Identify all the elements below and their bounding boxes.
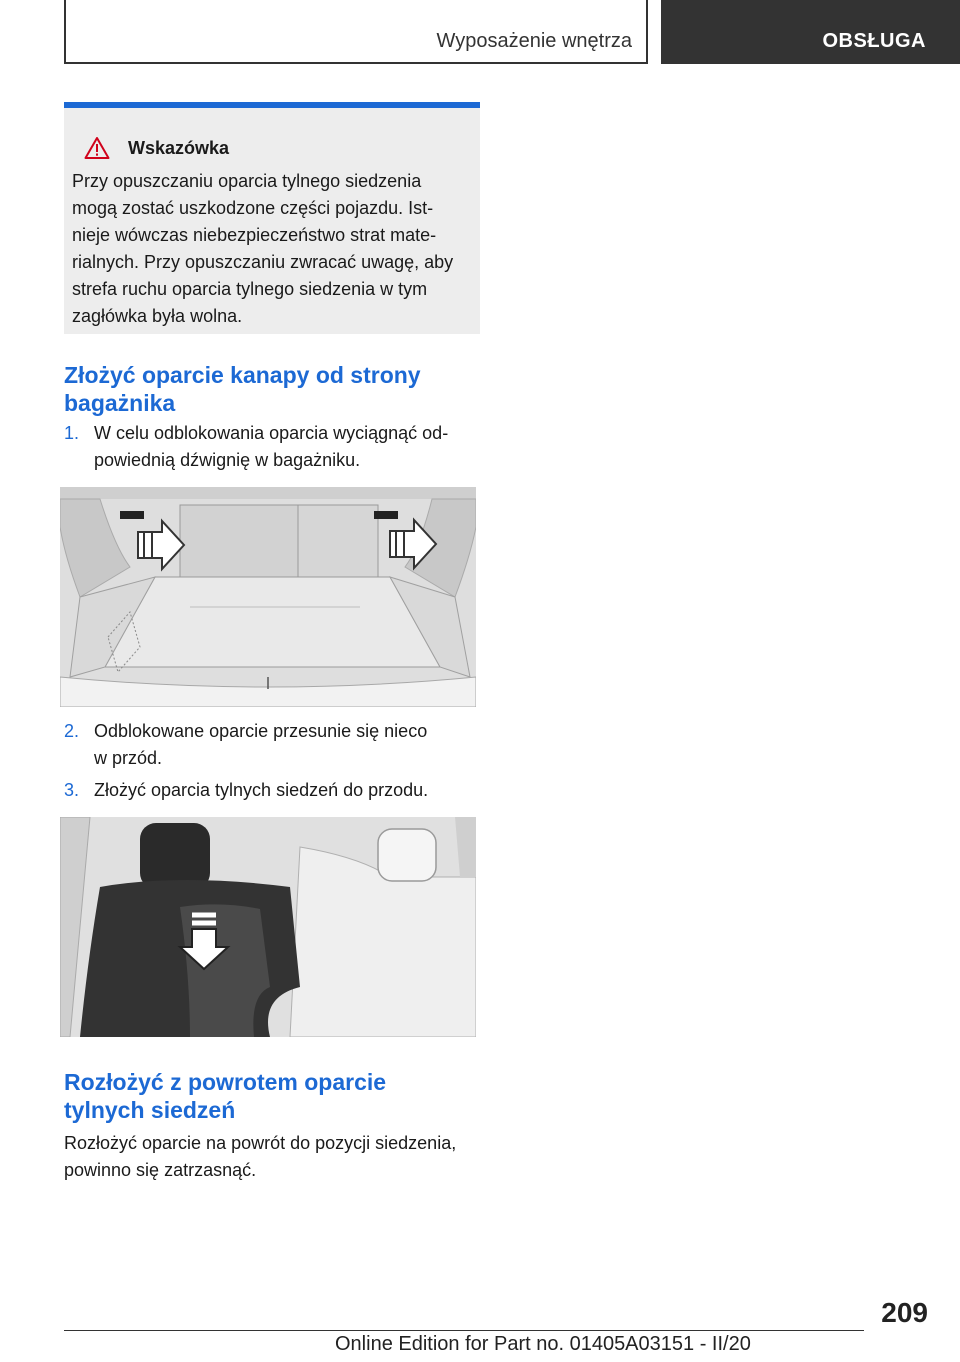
warning-line: nieje wówczas niebezpieczeństwo strat mate‐: [72, 225, 437, 245]
chapter-title: OBSŁUGA: [822, 30, 926, 52]
warning-line: Przy opuszczaniu oparcia tylnego siedzenia: [72, 171, 422, 191]
paragraph-line: Rozłożyć oparcie na powrót do pozycji siedzenia,: [64, 1133, 457, 1153]
trunk-illustration: [60, 487, 476, 707]
warning-box: [64, 102, 480, 334]
list-item-step-1: [64, 420, 480, 474]
warning-text: [72, 168, 472, 330]
unfold-instructions-paragraph: [64, 1130, 480, 1184]
footer-edition: Online Edition for Part no. 01405A03151 - II/20: [335, 1333, 751, 1355]
warning-triangle-icon: [84, 136, 110, 160]
step-text: [94, 718, 484, 772]
step-line: w przód.: [94, 748, 163, 768]
footer-divider: [64, 1330, 864, 1331]
paragraph-line: powinno się zatrzasnąć.: [64, 1160, 257, 1180]
step-number: 3.: [64, 780, 80, 800]
heading-line: Złożyć oparcie kanapy od strony: [64, 362, 421, 388]
warning-line: mogą zostać uszkodzone części pojazdu. Ist‐: [72, 198, 434, 218]
warning-title: Wskazówka: [128, 137, 230, 158]
step-text: [94, 420, 484, 474]
step-number: 1.: [64, 423, 80, 443]
heading-line: bagażnika: [64, 390, 176, 416]
heading-line: tylnych siedzeń: [64, 1097, 236, 1123]
step-line: Złożyć oparcia tylnych siedzeń do przodu.: [94, 780, 429, 800]
warning-line: strefa ruchu oparcia tylnego siedzenia w tym: [72, 279, 428, 299]
seatback-fold-figure: [60, 817, 476, 1037]
trunk-release-lever-figure: [60, 487, 476, 707]
step-line: W celu odblokowania oparcia wyciągnąć od‐: [94, 423, 449, 443]
header-chapter-box: [661, 0, 960, 64]
header-section-box: [64, 0, 648, 64]
step-line: powiednią dźwignię w bagażniku.: [94, 450, 361, 470]
step-number: 2.: [64, 721, 80, 741]
step-line: Odblokowane oparcie przesunie się nieco: [94, 721, 428, 741]
page-number: 209: [881, 1297, 928, 1328]
list-item-step-3: [64, 777, 480, 804]
section-title: Wyposażenie wnętrza: [436, 30, 632, 52]
warning-header: [84, 136, 229, 160]
section-heading-fold-from-trunk: [64, 361, 480, 417]
list-item-step-2: [64, 718, 480, 772]
section-heading-unfold-rear-seats: [64, 1068, 480, 1124]
warning-line: rialnych. Przy opuszczaniu zwracać uwagę, aby: [72, 252, 454, 272]
heading-line: Rozłożyć z powrotem oparcie: [64, 1069, 387, 1095]
step-text: [94, 777, 484, 804]
warning-line: zagłówka była wolna.: [72, 306, 243, 326]
seat-illustration: [60, 817, 476, 1037]
